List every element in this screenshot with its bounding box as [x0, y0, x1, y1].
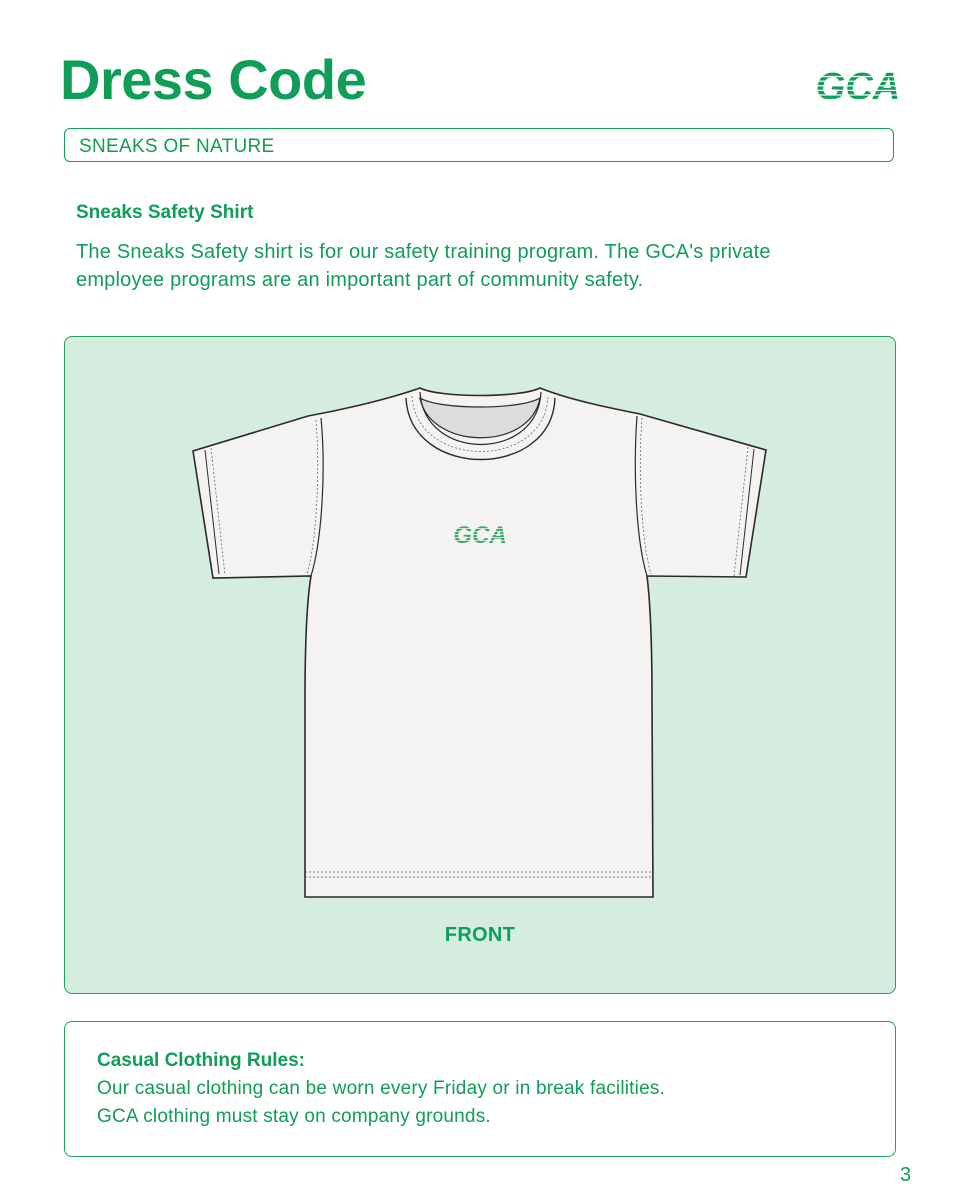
gca-logo: [815, 66, 901, 108]
rules-title: Casual Clothing Rules:: [97, 1050, 305, 1071]
section-header: [64, 128, 894, 162]
item-title: Sneaks Safety Shirt: [76, 202, 254, 223]
page-title: Dress Code: [60, 48, 367, 111]
svg-text:GCA: GCA: [453, 522, 507, 549]
shirt-print-logo: [453, 522, 507, 549]
view-label: FRONT: [444, 924, 516, 946]
item-description: The Sneaks Safety shirt is for our safety training program. The GCA's private employee programs are an important part of community safety.: [76, 241, 771, 291]
section-label: SNEAKS OF NATURE: [79, 136, 275, 157]
page-number: 3: [900, 1164, 912, 1186]
rules-line-2: GCA clothing must stay on company grounds.: [97, 1106, 491, 1127]
svg-text:GCA: GCA: [815, 66, 901, 108]
shirt-body: [193, 388, 766, 897]
tshirt-illustration: [190, 384, 770, 900]
rules-box: [64, 1021, 896, 1157]
rules-line-1: Our casual clothing can be worn every Friday or in break facilities.: [97, 1078, 666, 1099]
